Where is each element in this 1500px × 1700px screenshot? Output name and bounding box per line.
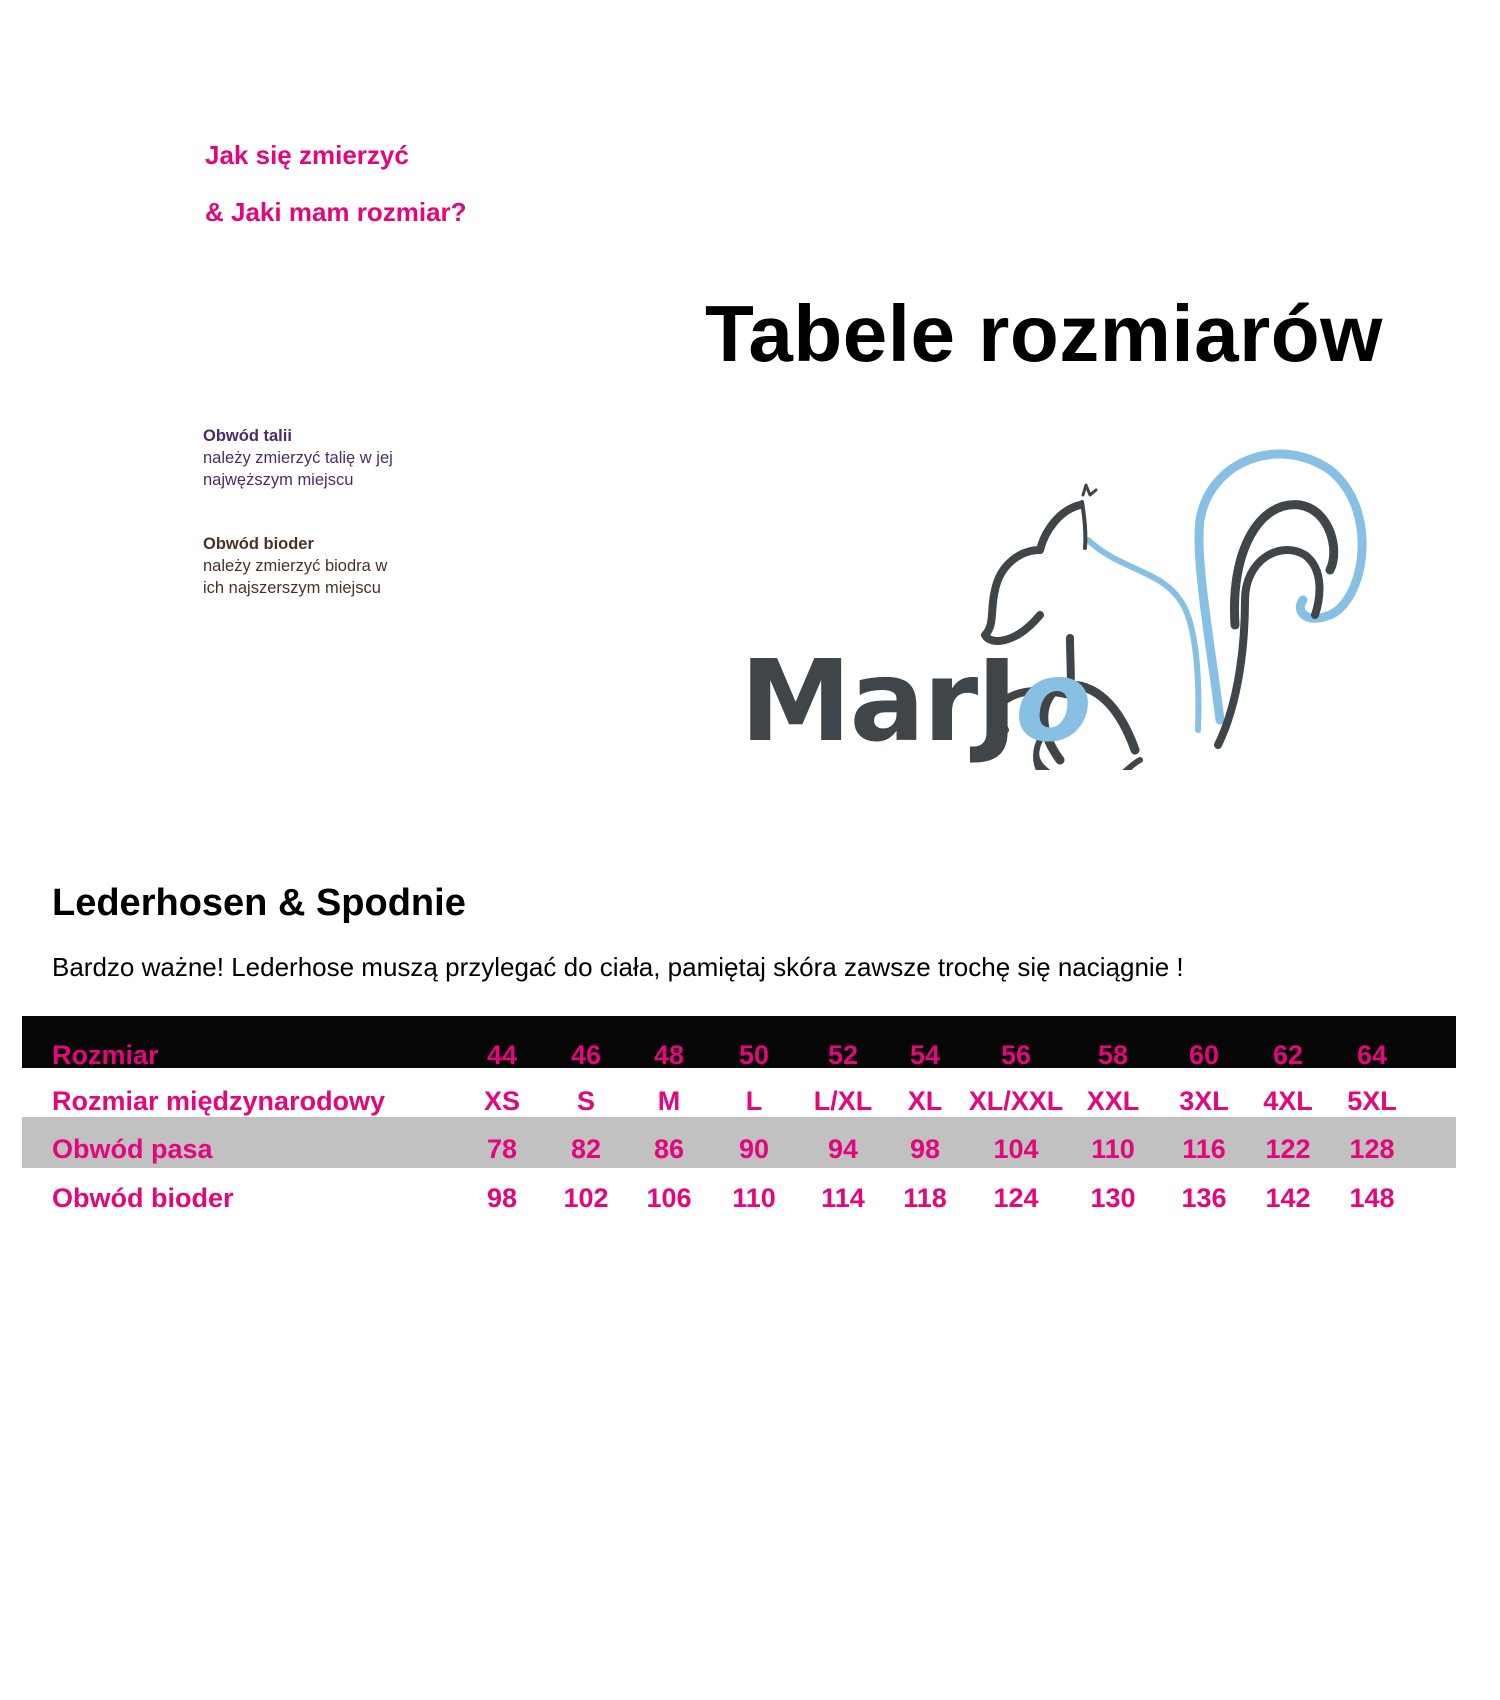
hips-tip-line: należy zmierzyć biodra w xyxy=(203,557,388,575)
international-size-row-cell: XL xyxy=(907,1086,943,1116)
waist-tip-line: należy zmierzyć talię w jej xyxy=(203,449,393,467)
waist-tip-heading: Obwód talii xyxy=(203,427,292,445)
size-row-label: Rozmiar xyxy=(52,1040,159,1070)
what-size-heading: & Jaki mam rozmiar? xyxy=(205,197,467,227)
svg-text:MarJ: MarJ xyxy=(740,637,1016,767)
marjo-wordmark xyxy=(740,637,1092,767)
size-row-cell: 60 xyxy=(1188,1040,1220,1070)
svg-text:o: o xyxy=(1015,637,1092,767)
hips-row-cell: 118 xyxy=(903,1183,947,1213)
international-size-row-cell: L/XL xyxy=(813,1086,873,1116)
size-row-cell: 58 xyxy=(1097,1040,1129,1070)
waist-row-cell: 98 xyxy=(909,1134,941,1164)
marjo-logo xyxy=(740,440,1380,770)
waist-row-cell: 128 xyxy=(1349,1134,1395,1164)
international-size-row-cell: XXL xyxy=(1086,1086,1140,1116)
international-size-row-cell: 4XL xyxy=(1263,1086,1313,1116)
waist-tip xyxy=(203,425,393,491)
fit-note: Bardzo ważne! Lederhose muszą przylegać do ciała, pamiętaj skóra zawsze trochę się naciągnie ! xyxy=(52,952,1184,982)
waist-row-cell: 94 xyxy=(827,1134,859,1164)
hips-row-cell: 110 xyxy=(732,1183,776,1213)
size-row-cell: 46 xyxy=(570,1040,602,1070)
hips-row-cell: 98 xyxy=(486,1183,518,1213)
section-title: Lederhosen & Spodnie xyxy=(52,882,466,924)
size-row-cell: 62 xyxy=(1272,1040,1304,1070)
waist-row-cell: 116 xyxy=(1182,1134,1226,1164)
waist-row-cell: 78 xyxy=(486,1134,518,1164)
hips-row-cell: 142 xyxy=(1265,1183,1311,1213)
waist-row-cell: 86 xyxy=(653,1134,685,1164)
size-row-cell: 50 xyxy=(738,1040,770,1070)
hips-tip-heading: Obwód bioder xyxy=(203,535,314,553)
waist-tip-line: najwęższym miejscu xyxy=(203,471,354,489)
international-size-row-cell: XL/XXL xyxy=(968,1086,1064,1116)
waist-row-cell: 122 xyxy=(1265,1134,1311,1164)
hips-row-cell: 114 xyxy=(821,1183,865,1213)
size-row-cell: 54 xyxy=(909,1040,941,1070)
international-size-row-cell: 3XL xyxy=(1179,1086,1229,1116)
international-size-row-label: Rozmiar międzynarodowy xyxy=(52,1086,386,1116)
international-size-row-cell: L xyxy=(745,1086,763,1116)
international-size-row-cell: 5XL xyxy=(1347,1086,1397,1116)
hips-row-cell: 124 xyxy=(993,1183,1039,1213)
international-size-row-cell: XS xyxy=(483,1086,521,1116)
waist-row-cell: 82 xyxy=(570,1134,602,1164)
size-row-cell: 52 xyxy=(827,1040,859,1070)
hips-row-cell: 130 xyxy=(1090,1183,1136,1213)
size-row-cell: 56 xyxy=(1000,1040,1032,1070)
hips-row-label: Obwód bioder xyxy=(52,1183,234,1213)
how-to-measure-heading: Jak się zmierzyć xyxy=(205,140,409,170)
international-size-row-cell: M xyxy=(657,1086,681,1116)
size-row-cell: 44 xyxy=(486,1040,518,1070)
size-row-cell: 64 xyxy=(1356,1040,1388,1070)
hips-row-cell: 148 xyxy=(1349,1183,1395,1213)
hips-row-cell: 102 xyxy=(563,1183,609,1213)
size-row-cell: 48 xyxy=(653,1040,685,1070)
waist-row-label: Obwód pasa xyxy=(52,1134,213,1164)
hips-tip-line: ich najszerszym miejscu xyxy=(203,579,381,597)
hips-tip xyxy=(203,533,387,599)
page-title: Tabele rozmiarów xyxy=(705,289,1383,378)
international-size-row-cell: S xyxy=(576,1086,596,1116)
hips-row-cell: 136 xyxy=(1181,1183,1227,1213)
waist-row-cell: 90 xyxy=(738,1134,770,1164)
hips-row-cell: 106 xyxy=(646,1183,692,1213)
waist-row-cell: 110 xyxy=(1091,1134,1135,1164)
waist-row-cell: 104 xyxy=(993,1134,1039,1164)
